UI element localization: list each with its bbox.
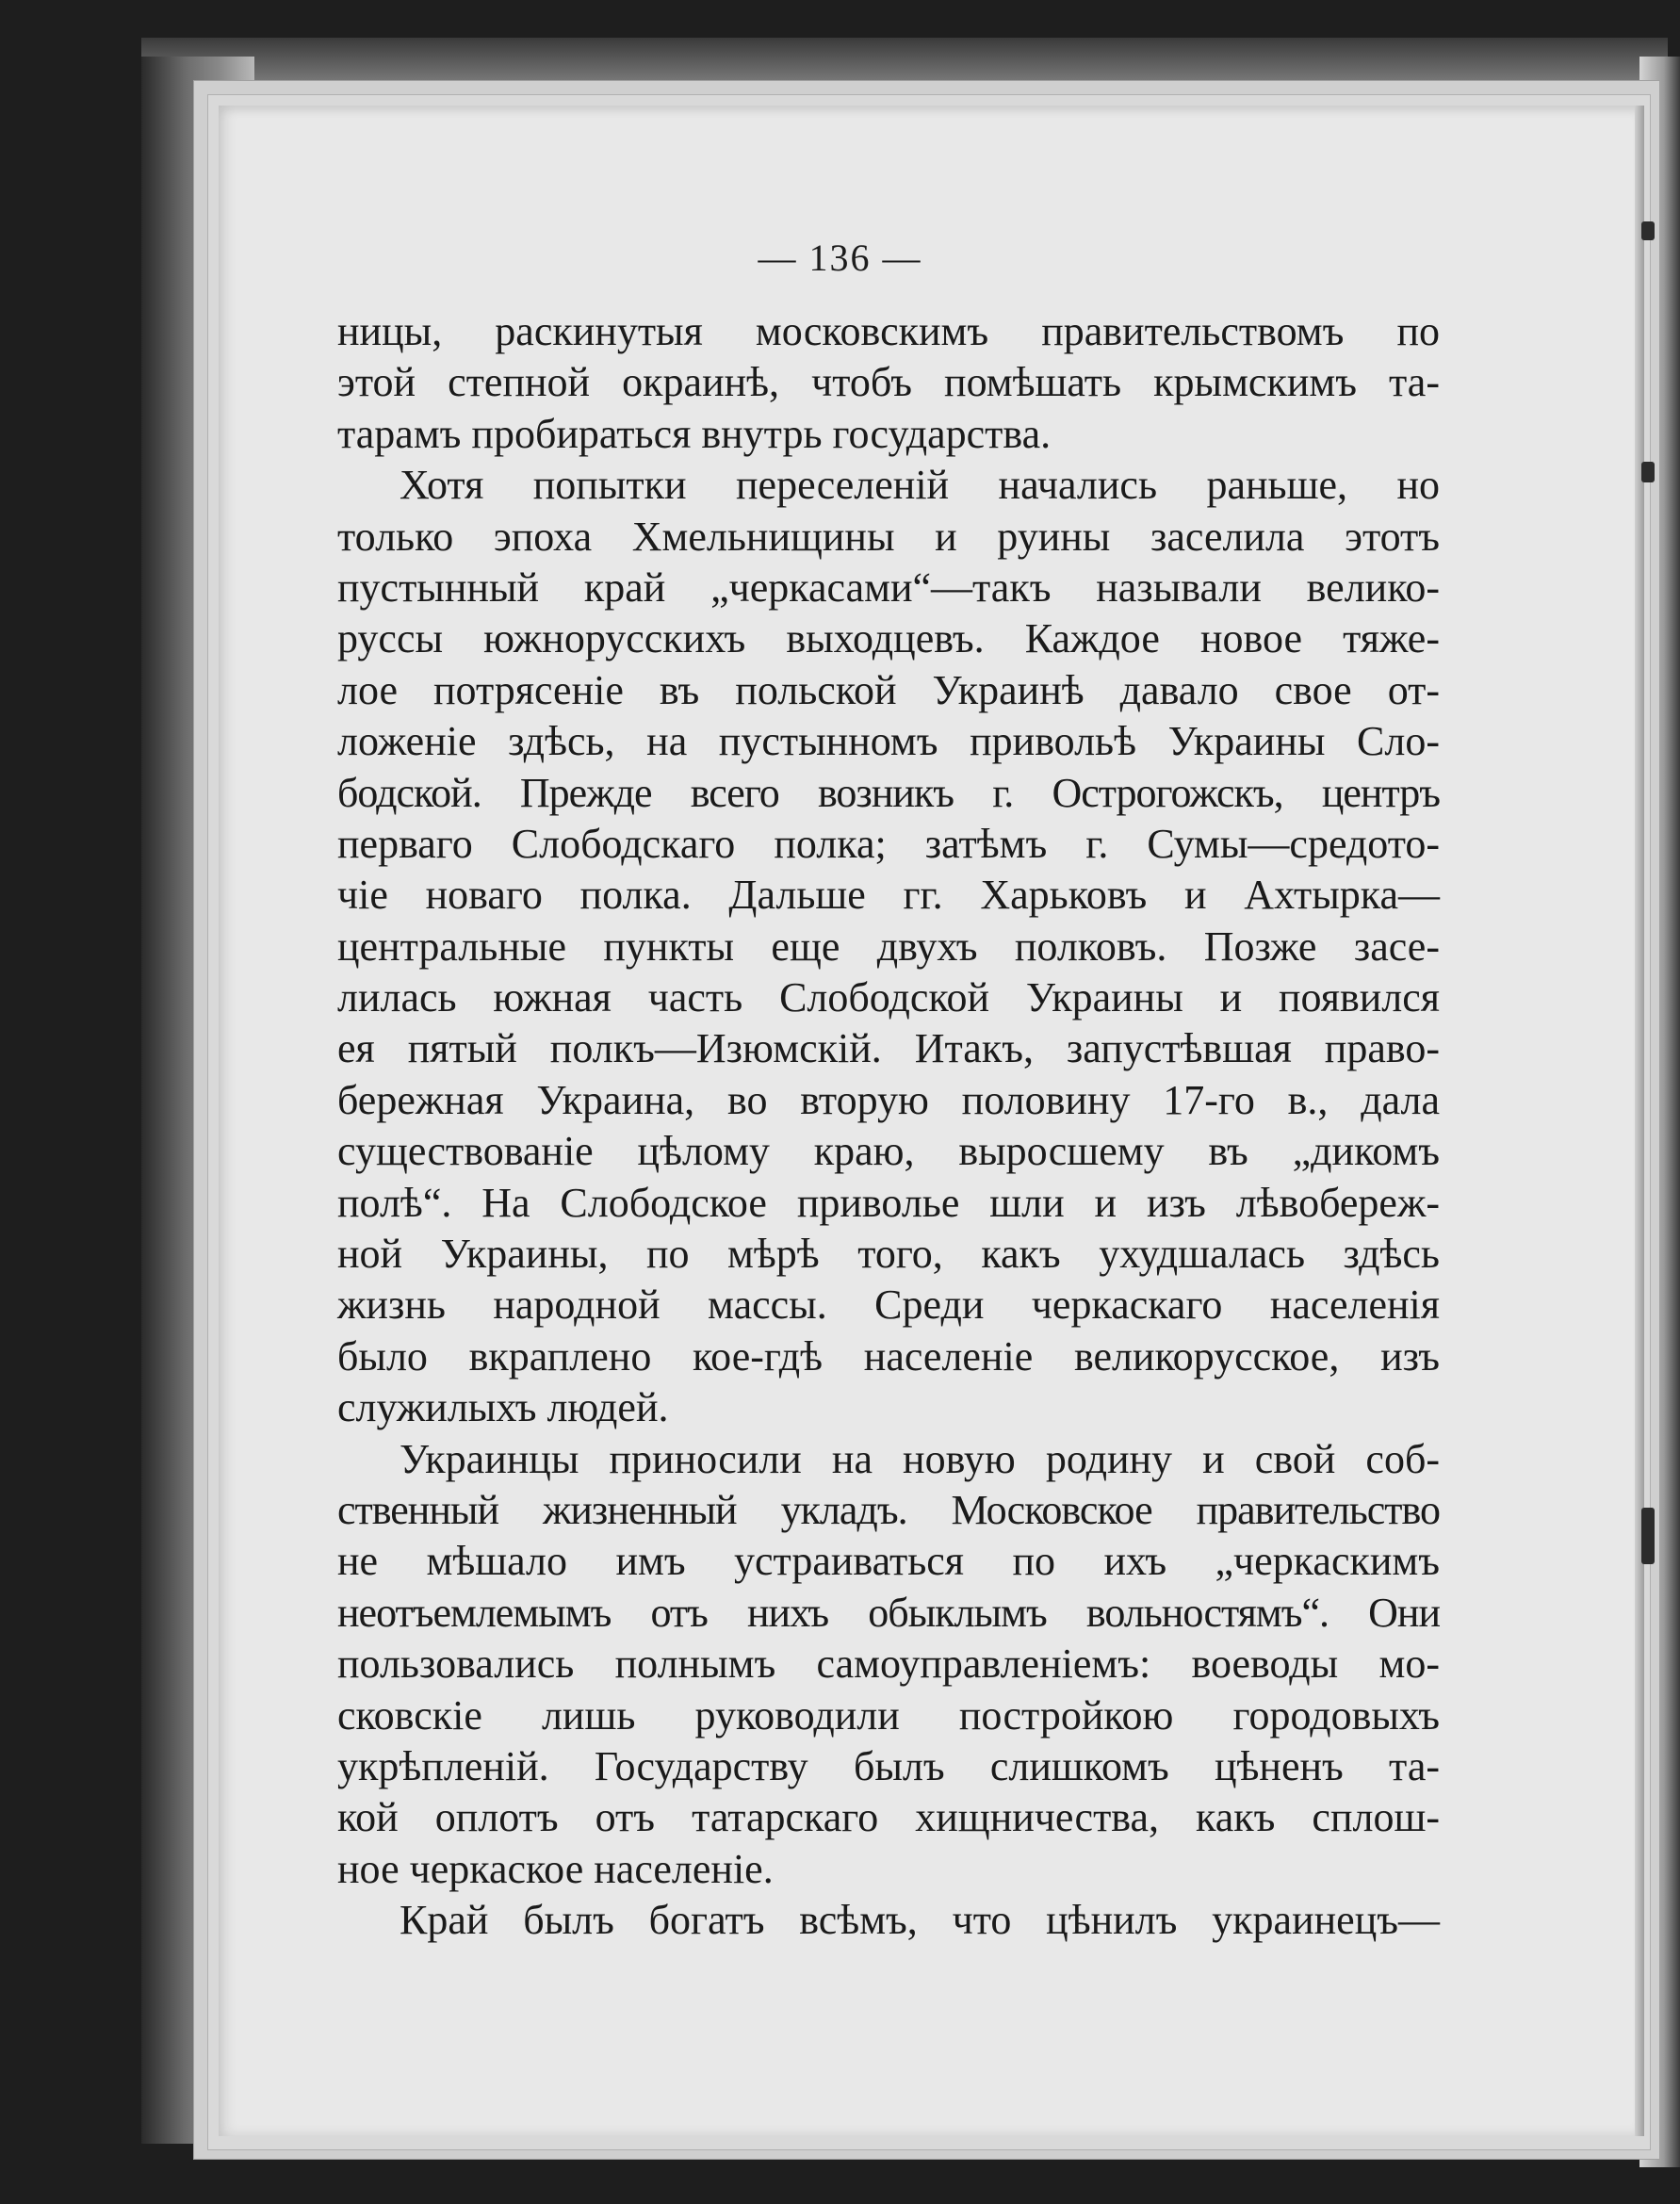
- text-line: ной Украины, по мѣрѣ того, какъ ухудшалась здѣсь: [337, 1231, 1440, 1278]
- text-line: ложенiе здѣсь, на пустынномъ привольѣ Украины Сло-: [337, 718, 1440, 765]
- text-line: центральные пункты еще двухъ полковъ. Позже засе-: [337, 922, 1440, 970]
- text-line: пустынный край „черкасами“—такъ называли велико-: [337, 563, 1440, 611]
- text-line: ное черкаское населенiе.: [337, 1845, 774, 1892]
- text-line: не мѣшало имъ устраиваться по ихъ „черкаскимъ: [337, 1538, 1440, 1585]
- binding-clip-mark: [1641, 462, 1655, 482]
- text-line: неотъемлемымъ отъ нихъ обыклымъ вольностямъ“. Они: [337, 1589, 1440, 1636]
- text-line: ственный жизненный укладъ. Московское правительство: [337, 1486, 1440, 1533]
- page-right-edge: [1635, 106, 1644, 2136]
- binding-clip-mark: [1641, 1508, 1655, 1564]
- text-line: было вкраплено кое-гдѣ населенiе великорусское, изъ: [337, 1332, 1440, 1380]
- text-line: полѣ“. На Слободское приволье шли и изъ лѣвобереж-: [337, 1179, 1440, 1226]
- text-line: жизнь народной массы. Среди черкаскаго населенiя: [337, 1282, 1440, 1329]
- text-line: существованiе цѣлому краю, выросшему въ „дикомъ: [337, 1128, 1440, 1175]
- text-line: руссы южнорусскихъ выходцевъ. Каждое новое тяже-: [337, 615, 1440, 662]
- text-line: кой оплотъ отъ татарскаго хищничества, какъ сплош-: [337, 1794, 1440, 1841]
- paragraph-start-line: Украинцы приносили на новую родину и свой соб-: [400, 1435, 1440, 1482]
- text-line: бодской. Прежде всего возникъ г. Острогожскъ, центръ: [337, 769, 1440, 816]
- paragraph-start-line: Хотя попытки переселенiй начались раньше, но: [400, 462, 1440, 509]
- text-line: перваго Слободскаго полка; затѣмъ г. Сумы—средото-: [337, 820, 1440, 867]
- text-line: бережная Украина, во вторую половину 17-го в., дала: [337, 1076, 1440, 1123]
- text-line: чiе новаго полка. Дальше гг. Харьковъ и Ахтырка—: [337, 872, 1440, 919]
- text-line: этой степной окраинѣ, чтобъ помѣшать крымскимъ та-: [337, 359, 1440, 406]
- text-line: ея пятый полкъ—Изюмскiй. Итакъ, запустѣвшая право-: [337, 1025, 1440, 1072]
- text-line: служилыхъ людей.: [337, 1384, 669, 1431]
- text-line: сковскiе лишь руководили постройкою городовыхъ: [337, 1691, 1440, 1739]
- body-text: [337, 306, 1440, 1947]
- page-number: — 136 —: [758, 237, 922, 279]
- text-line: только эпоха Хмельнищины и руины заселила этотъ: [337, 513, 1440, 560]
- paragraph-start-line: Край былъ богатъ всѣмъ, что цѣнилъ украинецъ—: [400, 1897, 1440, 1944]
- text-line: ницы, раскинутыя московскимъ правительствомъ по: [337, 308, 1440, 354]
- text-line: лилась южная часть Слободской Украины и появился: [337, 974, 1440, 1021]
- text-line: лое потрясенiе въ польской Украинѣ давало свое от-: [337, 666, 1440, 713]
- text-line: укрѣпленiй. Государству былъ слишкомъ цѣненъ та-: [337, 1742, 1440, 1789]
- text-line: тарамъ пробираться внутрь государства.: [337, 410, 1052, 457]
- text-line: пользовались полнымъ самоуправленiемъ: воеводы мо-: [337, 1641, 1440, 1688]
